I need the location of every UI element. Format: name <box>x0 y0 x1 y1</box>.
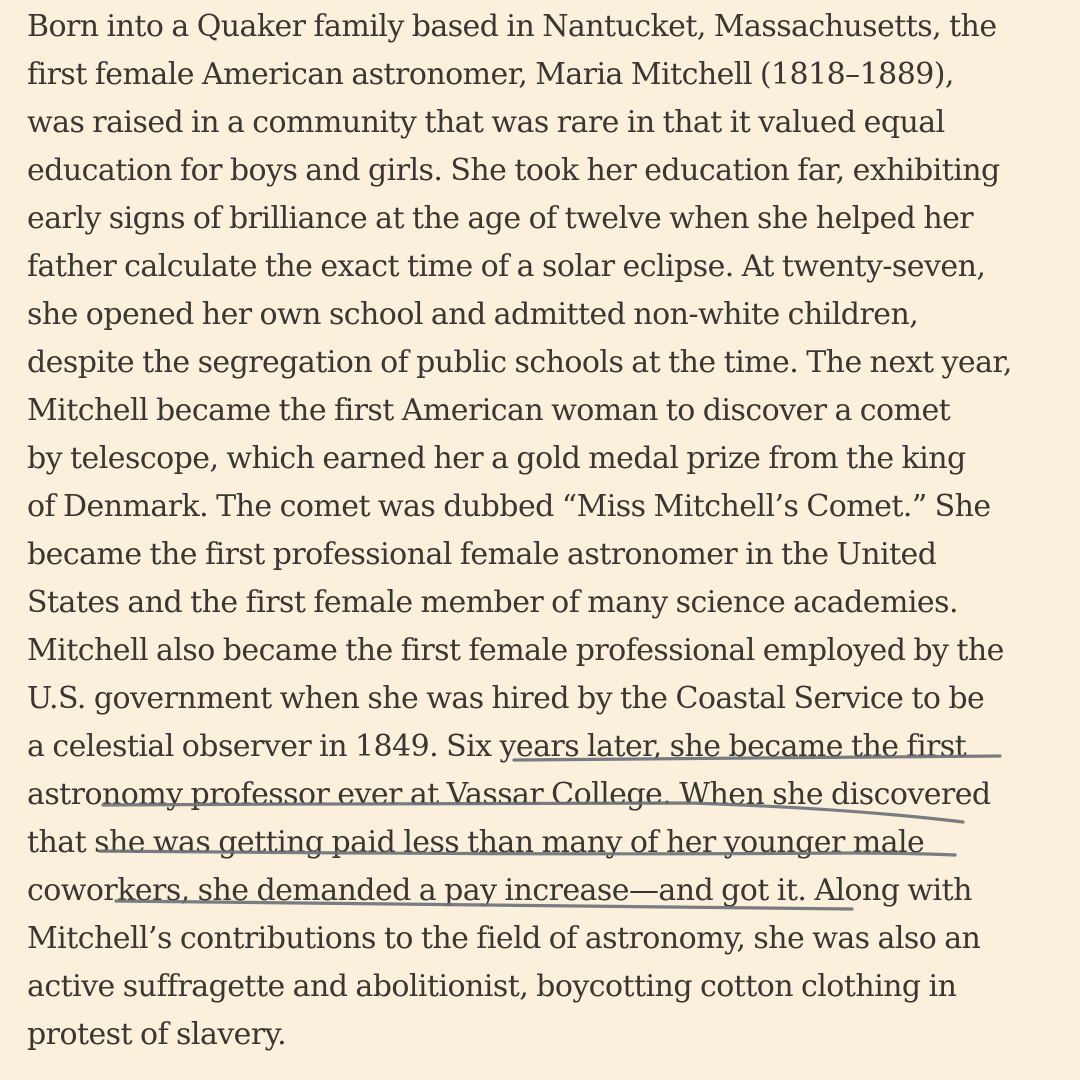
passage-line-2: first female American astronomer, Maria Mitchell (1818–1889), <box>27 57 954 92</box>
passage-line-1: Born into a Quaker family based in Nantucket, Massachusetts, the <box>27 9 997 44</box>
passage-line-22: protest of slavery. <box>27 1017 287 1052</box>
passage-line-11: of Denmark. The comet was dubbed “Miss Mitchell’s Comet.” She <box>27 489 991 524</box>
passage-line-4: education for boys and girls. She took her education far, exhibiting <box>27 153 1000 188</box>
passage-line-13: States and the first female member of many science academies. <box>27 585 958 620</box>
passage-line-5: early signs of brilliance at the age of twelve when she helped her <box>27 201 974 236</box>
passage-line-12: became the first professional female astronomer in the United <box>27 537 937 572</box>
passage-line-8: despite the segregation of public schools at the time. The next year, <box>27 345 1012 380</box>
passage-line-20: Mitchell’s contributions to the field of astronomy, she was also an <box>27 921 981 956</box>
passage-line-15: U.S. government when she was hired by the Coastal Service to be <box>27 681 985 716</box>
passage-line-9: Mitchell became the first American woman to discover a comet <box>27 393 951 428</box>
passage-line-7: she opened her own school and admitted non-white children, <box>27 297 919 332</box>
passage-line-21: active suffragette and abolitionist, boycotting cotton clothing in <box>27 969 957 1004</box>
passage-line-17: astronomy professor ever at Vassar College. When she discovered <box>27 777 991 812</box>
passage-line-18: that she was getting paid less than many of her younger male <box>27 825 925 860</box>
passage-line-10: by telescope, which earned her a gold medal prize from the king <box>27 441 966 476</box>
passage-line-6: father calculate the exact time of a solar eclipse. At twenty-seven, <box>27 249 986 284</box>
passage-line-19: coworkers, she demanded a pay increase—and got it. Along with <box>27 873 972 908</box>
passage-line-14: Mitchell also became the first female professional employed by the <box>27 633 1004 668</box>
passage-line-16: a celestial observer in 1849. Six years later, she became the first <box>27 729 967 764</box>
passage-line-3: was raised in a community that was rare in that it valued equal <box>27 105 945 140</box>
